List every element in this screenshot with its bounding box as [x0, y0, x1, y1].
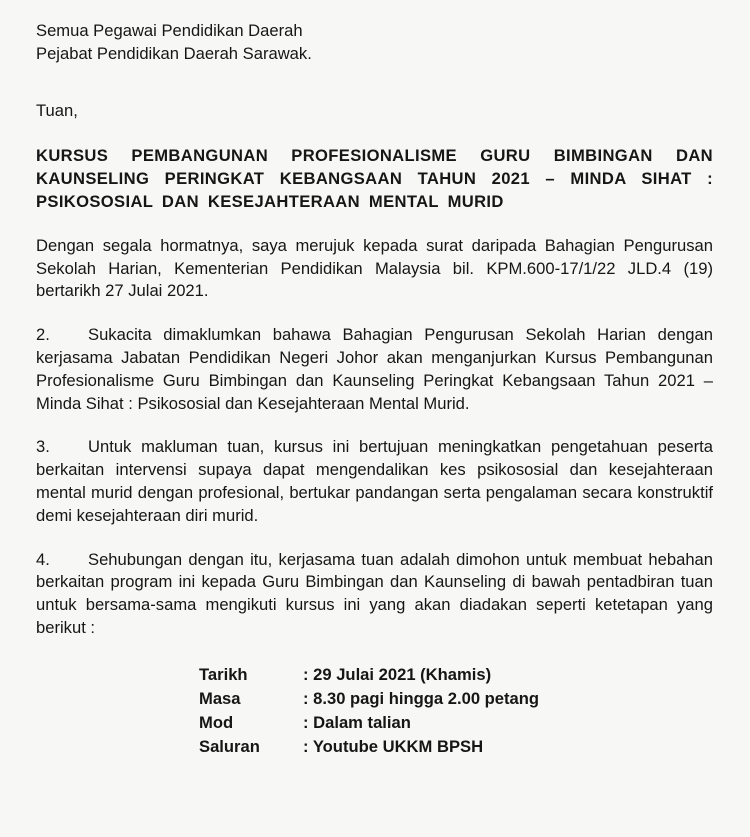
- details-row-time: [199, 688, 539, 712]
- paragraph-4: [36, 549, 713, 640]
- details-row-date: [199, 664, 539, 688]
- paragraph-3-number: 3.: [36, 437, 50, 457]
- paragraph-1: [36, 235, 713, 303]
- paragraph-2: [36, 324, 713, 415]
- details-label-date: Tarikh: [199, 664, 248, 684]
- salutation: Tuan,: [36, 100, 78, 120]
- address-line-1: Semua Pegawai Pendidikan Daerah: [36, 21, 303, 40]
- details-label-time: Masa: [199, 688, 241, 708]
- details-value-channel: : Youtube UKKM BPSH: [303, 736, 484, 756]
- address-line-2: Pejabat Pendidikan Daerah Sarawak.: [36, 43, 312, 63]
- paragraph-2-text: Sukacita dimaklumkan bahawa Bahagian Pengurusan Sekolah Harian dengan kerjasama Jabatan Pendidikan Negeri Johor akan menganjurkan Kursus Pembangunan Profesionalisme Guru Bimbingan dan Kaunseling Peringkat Kebangsaan Tahun 2021 – Minda Sihat : Psikososial dan Kesejahteraan Mental Murid.: [36, 325, 713, 413]
- details-value-mode: : Dalam talian: [303, 712, 411, 732]
- details-label-channel: Saluran: [199, 736, 260, 756]
- letter-title: KURSUS PEMBANGUNAN PROFESIONALISME GURU BIMBINGAN DAN KAUNSELING PERINGKAT KEBANGSAAN TAHUN 2021 – MINDA SIHAT : PSIKOSOSIAL DAN KESEJAHTERAAN MENTAL MURID: [36, 146, 713, 211]
- paragraph-3-text: Untuk makluman tuan, kursus ini bertujuan meningkatkan pengetahuan peserta berkaitan intervensi supaya dapat mengendalikan kes psikososial dan kesejahteraan mental murid dengan profesional, bertukar pandangan serta pengalaman secara konstruktif demi kesejahteraan diri murid.: [36, 437, 713, 525]
- paragraph-4-number: 4.: [36, 549, 50, 569]
- paragraph-3: [36, 436, 713, 527]
- paragraph-2-number: 2.: [36, 325, 50, 345]
- details-label-mode: Mod: [199, 712, 234, 732]
- paragraph-1-text: Dengan segala hormatnya, saya merujuk kepada surat daripada Bahagian Pengurusan Sekolah Harian, Kementerian Pendidikan Malaysia bil. KPM.600-17/1/22 JLD.4 (19) bertarikh 27 Julai 2021.: [36, 235, 713, 301]
- recipient-address: [36, 20, 713, 66]
- details-row-channel: [199, 736, 539, 760]
- event-details-table: [199, 664, 539, 760]
- details-row-mode: [199, 712, 539, 736]
- details-value-date: : 29 Julai 2021 (Khamis): [303, 664, 492, 684]
- details-value-time: : 8.30 pagi hingga 2.00 petang: [303, 688, 540, 708]
- paragraph-4-text: Sehubungan dengan itu, kerjasama tuan adalah dimohon untuk membuat hebahan berkaitan program ini kepada Guru Bimbingan dan Kaunseling di bawah pentadbiran tuan untuk bersama-sama mengikuti kursus ini yang akan diadakan seperti ketetapan yang berikut :: [36, 549, 713, 637]
